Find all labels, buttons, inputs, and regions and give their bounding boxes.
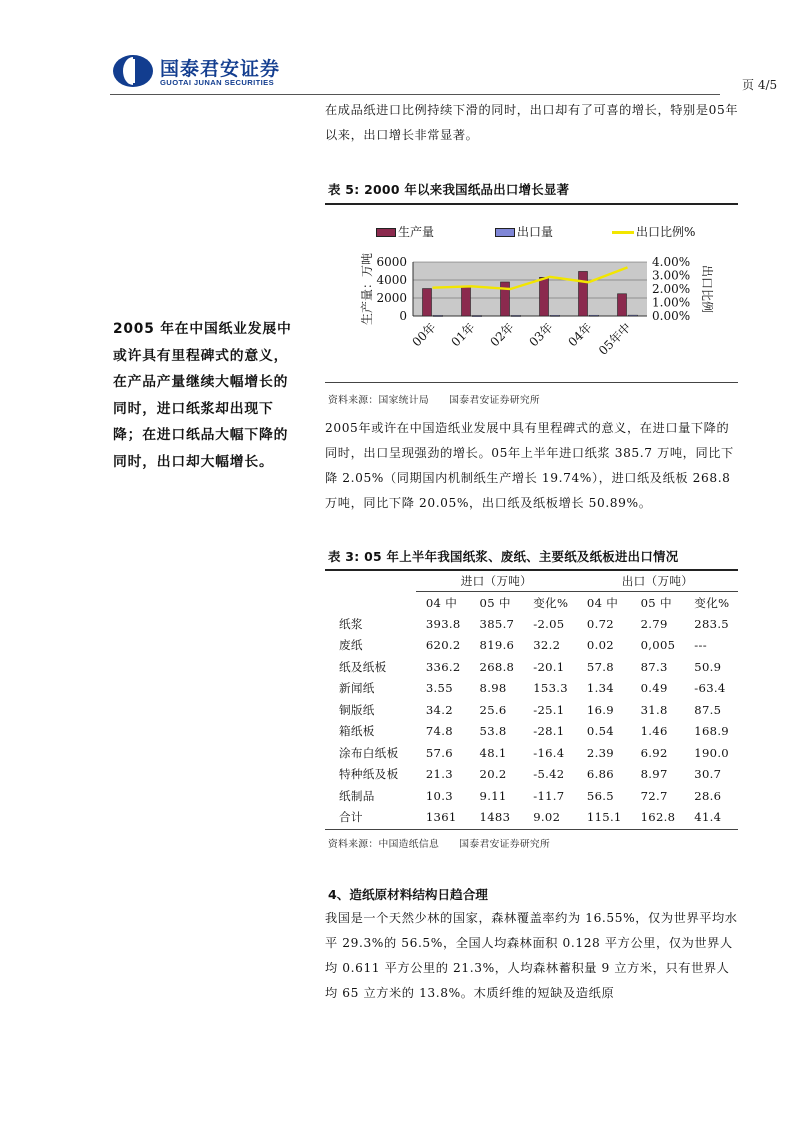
table-cell: -11.7 [533, 788, 565, 803]
table-cell: 9.02 [533, 810, 561, 825]
table-cell: 2.39 [586, 745, 614, 760]
row-label: 纸制品 [339, 788, 375, 803]
column-header: 04 中 [425, 595, 458, 610]
y-axis-title: 生产量：万吨 [360, 252, 374, 326]
column-header: 变化% [694, 595, 730, 610]
chart-bottom-rule [325, 382, 738, 383]
column-header: 05 中 [640, 595, 672, 610]
x-tick-label: 01年 [448, 320, 478, 350]
table-cell: 28.6 [694, 788, 722, 803]
legend-production-label: 生产量 [398, 225, 435, 239]
table-cell: 72.7 [640, 788, 668, 803]
table-cell: -16.4 [533, 745, 565, 760]
table-cell: 1.46 [640, 724, 668, 739]
y2-tick-label: 0.00% [652, 309, 691, 323]
legend-export-label: 出口量 [517, 225, 554, 239]
row-label: 箱纸板 [339, 724, 375, 739]
legend-ratio-label: 出口比例% [636, 225, 696, 239]
table-cell: 393.8 [425, 616, 461, 631]
table-cell: 8.97 [640, 767, 668, 782]
y2-tick-label: 3.00% [652, 268, 691, 283]
table-cell: 0.54 [586, 724, 614, 739]
table-cell: 1.34 [586, 681, 614, 696]
y-tick-label: 6000 [376, 255, 407, 269]
table-column-header [325, 592, 738, 614]
y-tick-label: 0 [399, 309, 407, 323]
table-cell: 25.6 [479, 702, 507, 717]
table-source: 资料来源：中国造纸信息 国泰君安证券研究所 [328, 839, 551, 850]
bar-production [501, 282, 510, 316]
bar-production [579, 271, 588, 316]
row-label: 特种纸及板 [339, 767, 399, 782]
table-cell: 53.8 [479, 724, 507, 739]
table-cell: 268.8 [479, 659, 515, 674]
page-header [0, 0, 794, 100]
column-header: 04 中 [586, 595, 619, 610]
row-label: 纸浆 [339, 616, 363, 631]
table-row [325, 613, 738, 635]
table-cell: 10.3 [425, 788, 453, 803]
y2-tick-label: 2.00% [652, 282, 691, 296]
table-row [325, 807, 738, 829]
table-cell: 1361 [425, 810, 457, 825]
table-cell: 6.86 [586, 767, 614, 782]
table-cell: -5.42 [533, 767, 565, 782]
table-group-header [325, 570, 738, 592]
chart-plot [325, 206, 738, 382]
table-cell: 3.55 [425, 681, 453, 696]
table-cell: 16.9 [586, 702, 614, 717]
plot-area [413, 262, 647, 316]
bar-export [629, 315, 638, 316]
row-label: 涂布白纸板 [339, 745, 399, 760]
table-cell: 34.2 [425, 702, 453, 717]
x-tick-label: 04年 [565, 320, 595, 350]
table-cell: 56.5 [586, 788, 614, 803]
row-label: 铜版纸 [339, 702, 375, 717]
y-tick-label: 4000 [376, 273, 407, 287]
import-group-label: 进口（万吨） [416, 570, 577, 592]
bar-export [473, 316, 482, 317]
table-cell: 283.5 [694, 616, 729, 631]
table-body [325, 613, 738, 828]
header-divider [110, 94, 720, 95]
row-label: 新闻纸 [339, 681, 375, 696]
trade-table [325, 570, 738, 828]
table-cell: 57.8 [586, 659, 614, 674]
table-cell: 32.2 [533, 638, 561, 653]
bar-export [551, 315, 560, 316]
x-tick-label: 03年 [526, 320, 556, 350]
table-cell: 87.3 [640, 659, 668, 674]
table-cell: 115.1 [586, 810, 622, 825]
logo-emblem-icon [112, 54, 154, 88]
bar-export [434, 315, 443, 316]
table-cell: -25.1 [533, 702, 565, 717]
section-4-heading: 4、造纸原材料结构日趋合理 [328, 887, 488, 902]
table-cell: 2.79 [640, 616, 668, 631]
column-header: 变化% [533, 595, 569, 610]
table-cell: 190.0 [694, 745, 729, 760]
table-cell: -2.05 [533, 616, 565, 631]
table-row [325, 635, 738, 657]
table-cell: 0.02 [586, 638, 614, 653]
table-cell: 41.4 [694, 810, 722, 825]
table-cell: -20.1 [533, 659, 565, 674]
table-row [325, 785, 738, 807]
table-cell: 0.49 [640, 681, 668, 696]
bar-production [618, 294, 627, 316]
y2-axis-title: 出口比例 [700, 264, 714, 314]
table-cell: --- [694, 638, 707, 653]
table-row [325, 678, 738, 700]
logo-chinese-name: 国泰君安证券 [160, 58, 281, 80]
table-row [325, 699, 738, 721]
table-caption: 表 3: 05 年上半年我国纸浆、废纸、主要纸及纸板进出口情况 [328, 549, 679, 564]
logo [112, 52, 312, 92]
table-cell: 0,005 [640, 638, 676, 653]
x-tick-label: 05年中 [595, 320, 634, 358]
table-cell: 153.3 [533, 681, 568, 696]
table-cell: 9.11 [479, 788, 507, 803]
bar-production [462, 287, 471, 316]
table-row [325, 656, 738, 678]
table-cell: 31.8 [640, 702, 668, 717]
table-cell: 385.7 [479, 616, 515, 631]
table-cell: 20.2 [479, 767, 507, 782]
table-cell: 74.8 [425, 724, 453, 739]
table-cell: 620.2 [425, 638, 461, 653]
row-label: 废纸 [339, 638, 363, 653]
table-cell: 8.98 [479, 681, 507, 696]
export-group-label: 出口（万吨） [577, 570, 738, 592]
table-cell: 0.72 [586, 616, 614, 631]
row-label: 合计 [339, 810, 363, 825]
table-cell: 21.3 [425, 767, 453, 782]
table-cell: 162.8 [640, 810, 676, 825]
bar-production [423, 289, 432, 316]
table-cell: 819.6 [479, 638, 515, 653]
table-bottom-rule [325, 829, 738, 830]
chart-top-rule [325, 203, 738, 205]
table-cell: 87.5 [694, 702, 722, 717]
table-cell: 6.92 [640, 745, 668, 760]
sidebar-summary: 2005 年在中国纸业发展中或许具有里程碑式的意义，在产品产量继续大幅增长的同时，进口纸浆却出现下降；在进口纸品大幅下降的同时，出口却大幅增长。 [113, 321, 292, 470]
page-number: 页 4/5 [742, 78, 778, 92]
table-row [325, 742, 738, 764]
table-cell: 336.2 [425, 659, 461, 674]
x-tick-label: 02年 [487, 320, 517, 350]
table-cell: 50.9 [694, 659, 722, 674]
table-cell: -63.4 [694, 681, 726, 696]
table-cell: 48.1 [479, 745, 507, 760]
chart-source: 资料来源：国家统计局 国泰君安证券研究所 [328, 395, 541, 406]
table-cell: 168.9 [694, 724, 729, 739]
table-row [325, 764, 738, 786]
bar-production [540, 277, 549, 316]
export-chart [325, 206, 738, 382]
intro-paragraph: 在成品纸进口比例持续下滑的同时，出口却有了可喜的增长，特别是05年以来，出口增长非常显著。 [325, 103, 739, 142]
bar-export [590, 315, 599, 316]
body-paragraph-3: 我国是一个天然少林的国家，森林覆盖率约为 16.55%，仅为世界平均水平 29.3%的 56.5%，全国人均森林面积 0.128 平方公里，仅为世界人均 0.611 平方公里的 21.3%，人均森林蓄积量 9 立方米，只有世界人均 65 立方米的 13.8%。木质纤维的短缺及造纸原 [325, 911, 738, 1000]
table-cell: -28.1 [533, 724, 565, 739]
table-cell: 30.7 [694, 767, 722, 782]
column-header: 05 中 [479, 595, 511, 610]
y2-tick-label: 1.00% [652, 295, 691, 310]
row-label: 纸及纸板 [339, 659, 387, 674]
bar-export [512, 315, 521, 316]
y2-tick-label: 4.00% [652, 255, 691, 269]
x-tick-label: 00年 [409, 320, 439, 350]
body-paragraph-2: 2005年或许在中国造纸业发展中具有里程碑式的意义，在进口量下降的同时，出口呈现强劲的增长。05年上半年进口纸浆 385.7 万吨，同比下降 2.05%（同期国内机制纸生产增长 19.74%），进口纸及纸板 268.8 万吨，同比下降 20.05%，出口纸及纸板增长 50.89%。 [325, 421, 734, 510]
y-tick-label: 2000 [376, 291, 407, 305]
chart-caption: 表 5: 2000 年以来我国纸品出口增长显著 [328, 182, 570, 197]
table-cell: 1483 [479, 810, 511, 825]
table-cell: 57.6 [425, 745, 453, 760]
table-row [325, 721, 738, 743]
logo-english-name: GUOTAI JUNAN SECURITIES [160, 78, 275, 87]
